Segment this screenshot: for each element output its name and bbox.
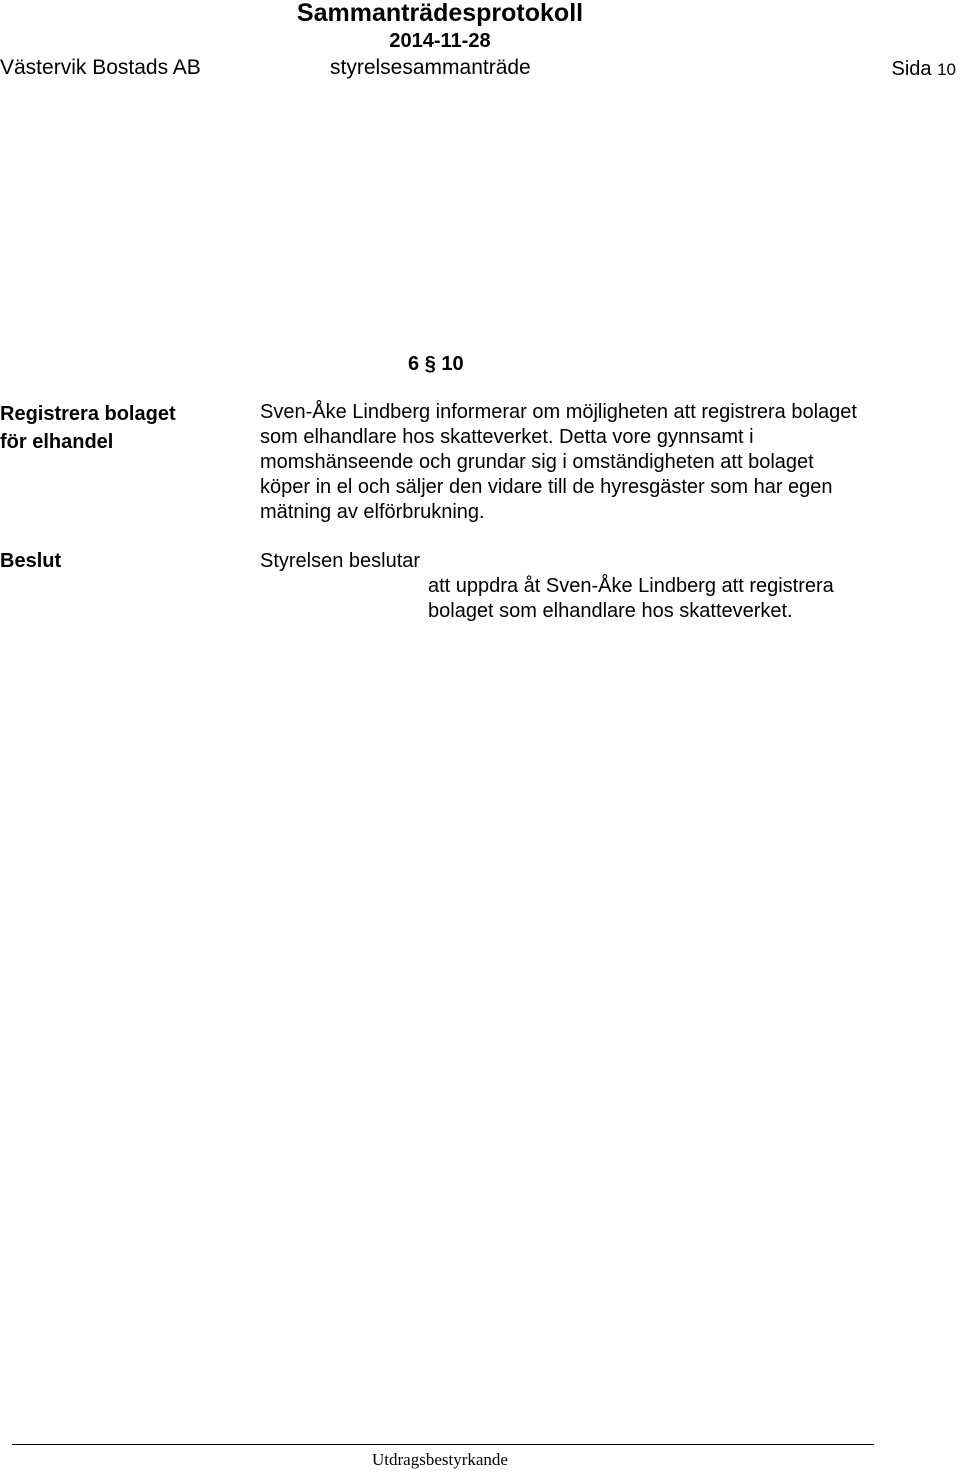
footer-divider — [12, 1444, 874, 1445]
decision-text-line: bolaget som elhandlare hos skatteverket. — [428, 600, 793, 622]
page-label: Sida — [891, 58, 932, 80]
section-number — [408, 352, 464, 376]
section-heading — [0, 400, 240, 456]
section-heading-line: Registrera bolaget — [0, 403, 176, 425]
section-body-line: som elhandlare hos skatteverket. Detta vore gynnsamt i — [260, 426, 754, 448]
document-title: Sammanträdesprotokoll — [296, 0, 584, 27]
section-body-line: momshänseende och grundar sig i omständigheten att bolaget — [260, 451, 814, 473]
decision-intro: Styrelsen beslutar — [260, 550, 421, 572]
decision-text-line: att uppdra åt Sven-Åke Lindberg att registrera — [428, 575, 834, 597]
decision-text — [428, 574, 834, 624]
page-indicator — [891, 57, 956, 82]
section-number-prefix: 6 — [408, 353, 420, 375]
section-body-line: köper in el och säljer den vidare till de hyresgäster som har egen — [260, 476, 833, 498]
section-body-line: mätning av elförbrukning. — [260, 501, 485, 523]
section-heading-line: för elhandel — [0, 431, 114, 453]
section-number-value: 10 — [441, 353, 464, 375]
section-symbol: § — [424, 353, 436, 375]
page-number: 10 — [937, 60, 956, 79]
document-date: 2014-11-28 — [389, 30, 491, 52]
company-name: Västervik Bostads AB — [0, 56, 201, 79]
footer-label: Utdragsbestyrkande — [372, 1450, 508, 1469]
section-body-line: Sven-Åke Lindberg informerar om möjligheten att registrera bolaget — [260, 401, 857, 423]
section-body — [260, 400, 940, 525]
decision-label: Beslut — [0, 550, 62, 572]
meeting-type: styrelsesammanträde — [330, 56, 531, 79]
